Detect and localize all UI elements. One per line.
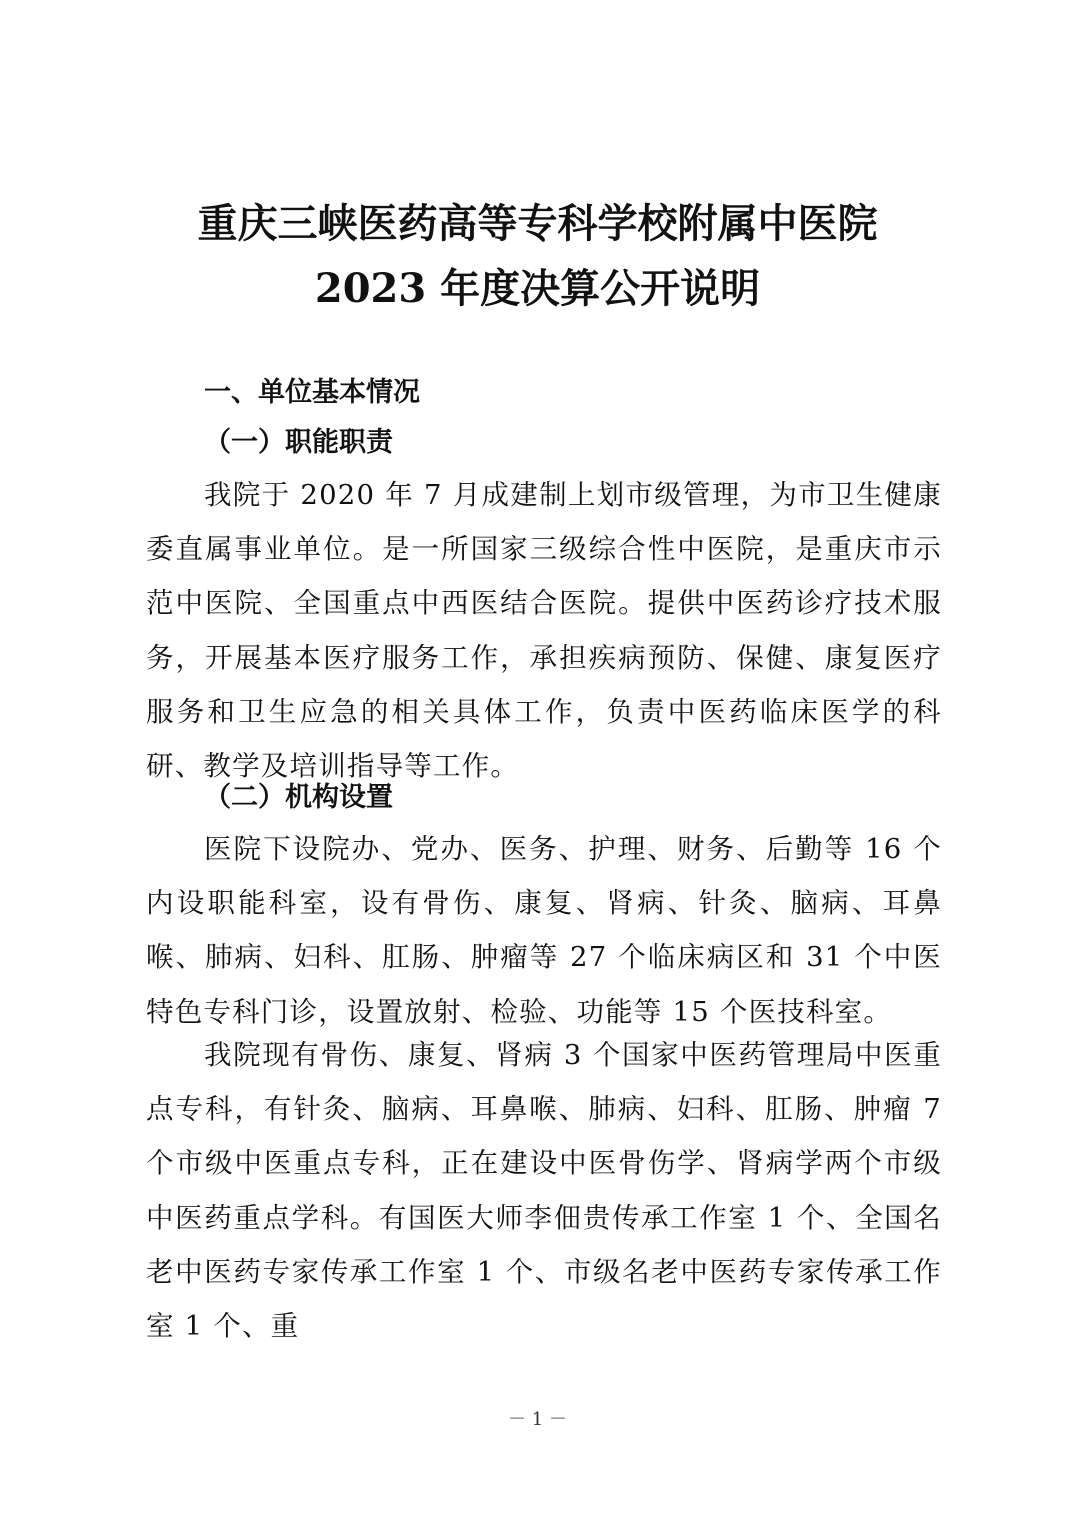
paragraph-2: 医院下设院办、党办、医务、护理、财务、后勤等 16 个内设职能科室，设有骨伤、康复、肾病、针灸、脑病、耳鼻喉、肺病、妇科、肛肠、肿瘤等 27 个临床病区和 31 个中医特色专科门诊，设置放射、检验、功能等 15 个医技科室。: [146, 833, 942, 1028]
paragraph-1: 我院于 2020 年 7 月成建制上划市级管理，为市卫生健康委直属事业单位。是一所国家三级综合性中医院，是重庆市示范中医院、全国重点中西医结合医院。提供中医药诊疗技术服务，开展基本医疗服务工作，承担疾病预防、保健、康复医疗服务和卫生应急的相关具体工作，负责中医药临床医学的科研、教学及培训指导等工作。: [146, 479, 942, 783]
subsection-heading-1: （一）职能职责: [204, 427, 393, 458]
section-heading: 一、单位基本情况: [204, 377, 420, 408]
document-title-line1: 重庆三峡医药高等专科学校附属中医院: [197, 200, 878, 247]
page-number: － 1 －: [508, 1409, 567, 1430]
paragraph-3: 我院现有骨伤、康复、肾病 3 个国家中医药管理局中医重点专科，有针灸、脑病、耳鼻喉、肺病、妇科、肛肠、肿瘤 7 个市级中医重点专科，正在建设中医骨伤学、肾病学两个市级中医药重点学科。有国医大师李佃贵传承工作室 1 个、全国名老中医药专家传承工作室 1 个、市级名老中医药专家传承工作室 1 个、重: [146, 1039, 942, 1343]
document-title-line2: 2023 年度决算公开说明: [314, 265, 761, 312]
subsection-heading-2: （二）机构设置: [204, 782, 393, 813]
